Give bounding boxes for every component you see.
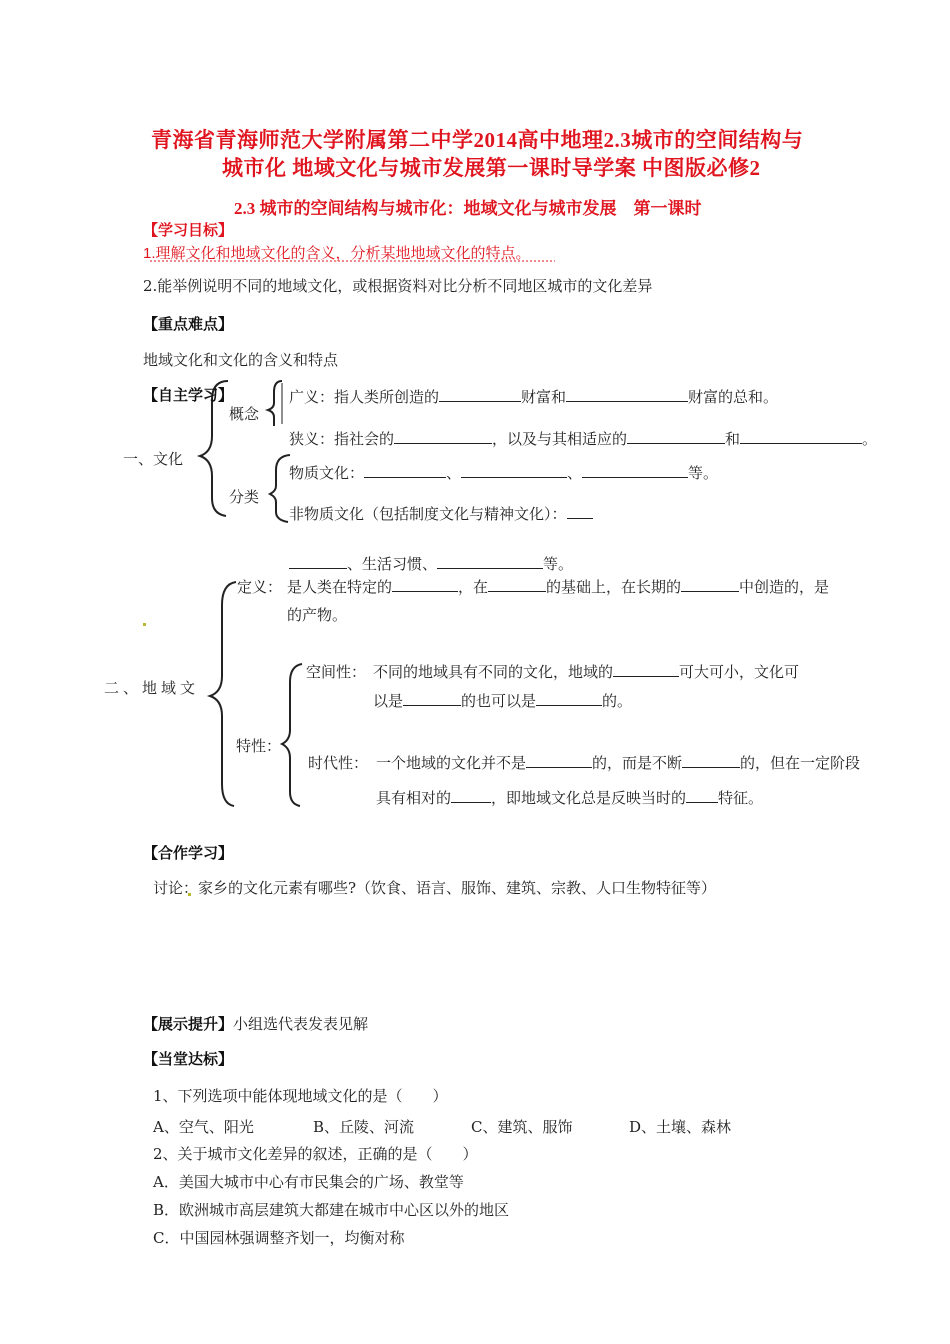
q1-option-d: D、土壤、森林 — [629, 1118, 732, 1136]
blank[interactable] — [364, 463, 446, 478]
culture-label: 一、文化 — [123, 450, 184, 468]
q2-option-a: A．美国大城市中心有市民集会的广场、教堂等 — [153, 1173, 464, 1191]
blank[interactable] — [289, 554, 347, 569]
self-study-heading: 【自主学习】 — [143, 387, 234, 404]
space-line1-suffix: 可大可小，文化可 — [679, 663, 800, 681]
blank[interactable] — [682, 753, 740, 768]
time-line2 — [376, 787, 763, 808]
blank[interactable] — [681, 577, 739, 592]
def-mid2: 的基础上，在长期的 — [546, 578, 682, 596]
space-line1 — [373, 661, 799, 682]
practice-heading: 【当堂达标】 — [143, 1051, 234, 1068]
show-line — [143, 1013, 368, 1034]
small-mark — [143, 623, 146, 626]
blank[interactable] — [437, 554, 543, 569]
blank[interactable] — [451, 788, 491, 803]
blank[interactable] — [526, 753, 592, 768]
class-brace — [270, 455, 290, 522]
space-line2-prefix: 以是 — [373, 692, 404, 710]
blank[interactable] — [567, 504, 593, 519]
regional-definition — [287, 576, 829, 597]
q2-option-c: C．中国园林强调整齐划一，均衡对称 — [153, 1229, 405, 1247]
blank[interactable] — [740, 429, 862, 444]
nonmaterial-culture — [289, 503, 593, 524]
nonmaterial-end: 等。 — [543, 555, 574, 573]
material-end: 等。 — [688, 464, 719, 482]
blank[interactable] — [392, 577, 458, 592]
nonmaterial-prefix: 非物质文化（包括制度文化与精神文化）： — [289, 505, 567, 523]
concept-brace — [268, 381, 282, 426]
feature-brace — [282, 664, 302, 806]
space-line2-mid: 的也可以是 — [461, 692, 537, 710]
show-heading: 【展示提升】 — [143, 1016, 234, 1033]
q2-option-b: B．欧洲城市高层建筑大都建在城市中心区以外的地区 — [153, 1201, 510, 1219]
blank[interactable] — [536, 691, 602, 706]
regional-brace — [210, 582, 236, 806]
material-sep1: 、 — [446, 464, 462, 482]
q1-option-c: C、建筑、服饰 — [471, 1118, 573, 1136]
time-line1 — [376, 752, 860, 773]
blank[interactable] — [403, 691, 461, 706]
key-heading: 【重点难点】 — [143, 316, 234, 333]
coop-text: 讨论：家乡的文化元素有哪些?（饮食、语言、服饰、建筑、宗教、人口生物特征等） — [153, 879, 717, 897]
blank[interactable] — [394, 429, 492, 444]
time-line2-mid: ，即地域文化总是反映当时的 — [491, 789, 687, 807]
broad-mid: 财富和 — [521, 388, 567, 406]
time-label: 时代性： — [308, 754, 369, 772]
def-mid3: 中创造的，是 — [739, 578, 830, 596]
space-line2 — [373, 690, 632, 711]
goal-item-2: 2.能举例说明不同的地域文化，或根据资料对比分析不同地区城市的文化差异 — [143, 277, 653, 295]
concept-label: 概念 — [229, 405, 260, 423]
time-line2-end: 特征。 — [718, 789, 764, 807]
narrow-mid: ，以及与其相适应的 — [492, 430, 628, 448]
time-line2-prefix: 具有相对的 — [376, 789, 452, 807]
blank[interactable] — [488, 577, 546, 592]
show-text: 小组选代表发表见解 — [233, 1015, 369, 1033]
narrow-definition — [289, 428, 877, 449]
broad-suffix: 财富的总和。 — [688, 388, 779, 406]
time-line1-prefix: 一个地域的文化并不是 — [376, 754, 527, 772]
class-label: 分类 — [229, 488, 260, 506]
time-line1-mid: 的，而是不断 — [592, 754, 683, 772]
question-2: 2、关于城市文化差异的叙述，正确的是（ ） — [153, 1145, 478, 1163]
time-line1-suffix: 的，但在一定阶段 — [740, 754, 861, 772]
blank[interactable] — [461, 463, 567, 478]
def-line2: 的产物。 — [287, 606, 348, 624]
question-1: 1、下列选项中能体现地域文化的是（ ） — [153, 1087, 448, 1105]
narrow-prefix: 狭义：指社会的 — [289, 430, 395, 448]
key-text: 地域文化和文化的含义和特点 — [143, 351, 339, 369]
blank[interactable] — [613, 662, 679, 677]
space-line2-end: 的。 — [602, 692, 633, 710]
blank[interactable] — [566, 387, 688, 402]
blank[interactable] — [686, 788, 718, 803]
doc-title-line2: 城市化 地域文化与城市发展第一课时导学案 中图版必修2 — [222, 156, 761, 180]
def-label: 定义： — [237, 578, 283, 596]
material-culture — [289, 462, 718, 483]
space-label: 空间性： — [306, 663, 367, 681]
coop-heading: 【合作学习】 — [143, 845, 234, 862]
blank[interactable] — [582, 463, 688, 478]
blank[interactable] — [439, 387, 521, 402]
doc-subtitle: 2.3 城市的空间结构与城市化：地域文化与城市发展 第一课时 — [234, 199, 702, 218]
def-prefix: 是人类在特定的 — [287, 578, 393, 596]
q1-option-a: A、空气、阳光 — [153, 1118, 254, 1136]
blank[interactable] — [627, 429, 725, 444]
def-mid1: ，在 — [458, 578, 489, 596]
q1-option-b: B、丘陵、河流 — [313, 1118, 415, 1136]
broad-prefix: 广义：指人类所创造的 — [289, 388, 440, 406]
goal-item-1: 1.理解文化和地域文化的含义，分析某地地域文化的特点。 — [143, 245, 531, 262]
narrow-and: 和 — [725, 430, 741, 448]
broad-definition — [289, 386, 778, 407]
narrow-end: 。 — [862, 430, 878, 448]
material-sep2: 、 — [567, 464, 583, 482]
feature-label: 特性： — [236, 737, 282, 755]
regional-label: 二、地域文 — [104, 679, 200, 697]
doc-title-line1: 青海省青海师范大学附属第二中学2014高中地理2.3城市的空间结构与 — [151, 128, 804, 152]
material-prefix: 物质文化： — [289, 464, 365, 482]
goals-heading: 【学习目标】 — [143, 222, 234, 239]
nonmaterial-culture-cont — [289, 553, 573, 574]
nonmaterial-mid: 、生活习惯、 — [347, 555, 438, 573]
space-line1-prefix: 不同的地域具有不同的文化，地域的 — [373, 663, 614, 681]
